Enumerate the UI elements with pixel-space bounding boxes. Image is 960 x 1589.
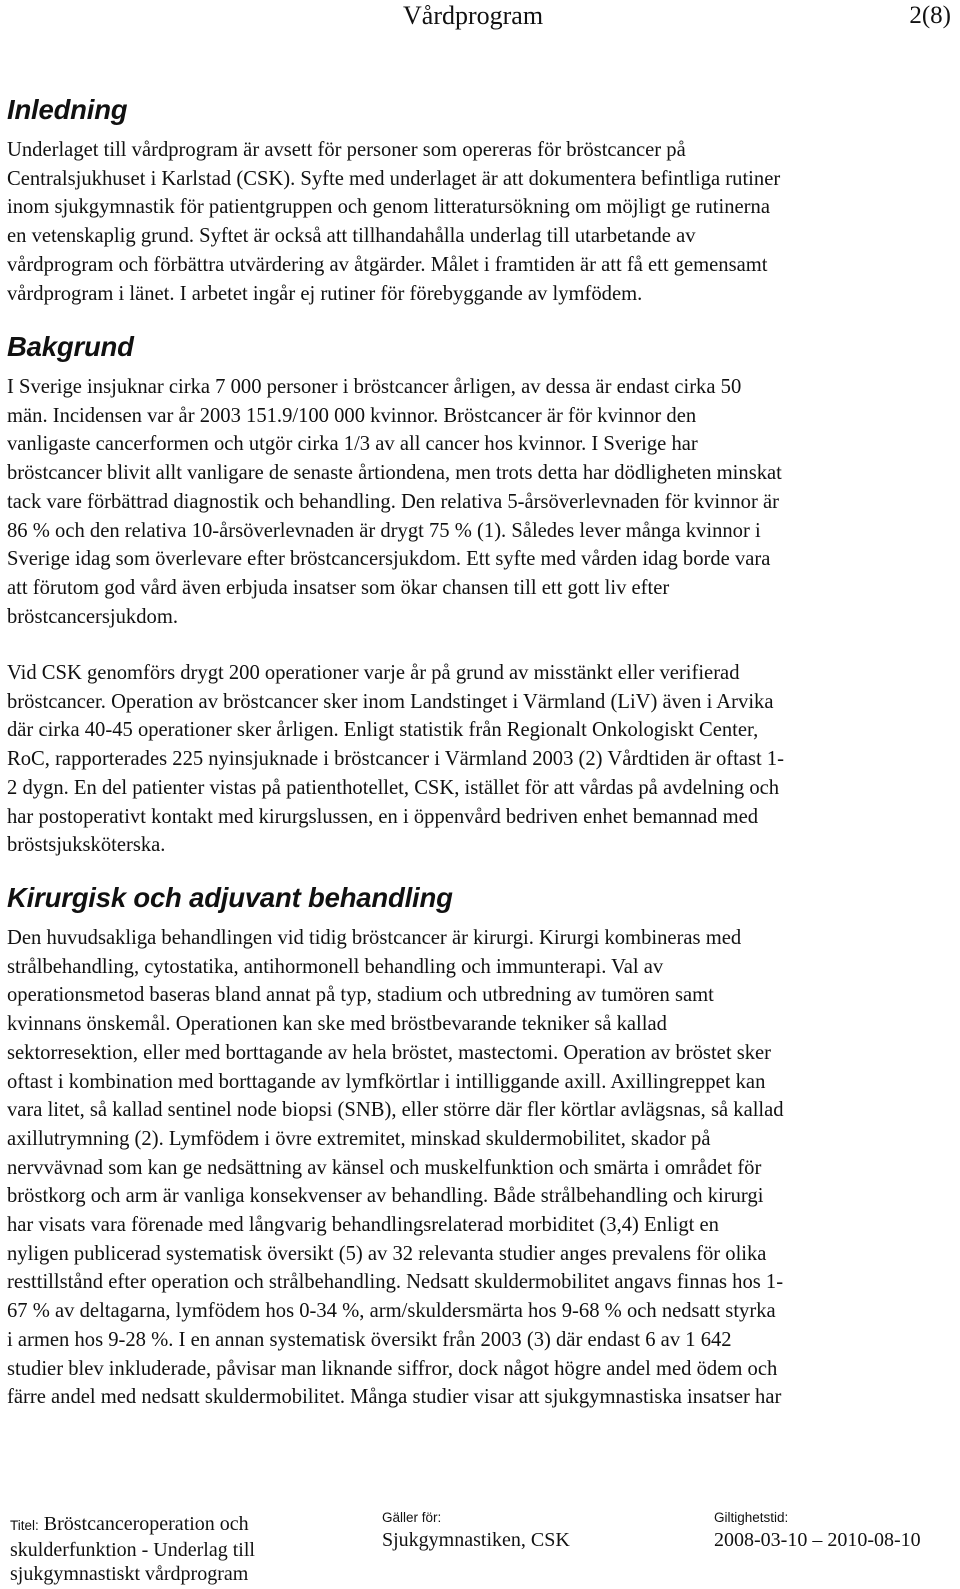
- text-line: Underlaget till vårdprogram är avsett för personer som opereras för bröstcancer på: [7, 139, 686, 161]
- page-footer: [0, 1512, 960, 1589]
- text-line: axillutrymning (2). Lymfödem i övre extremitet, minskad skuldermobilitet, skador på: [7, 1127, 711, 1150]
- text-line: bröstkorg och arm är vanliga konsekvenser av behandling. Både strålbehandling och kirurgi: [7, 1185, 764, 1208]
- text-line: kvinnans önskemål. Operationen kan ske med bröstbevarande tekniker så kallad: [7, 1013, 667, 1036]
- paragraph-inledning: [7, 136, 955, 308]
- text-line: 67 % av deltagarna, lymfödem hos 0-34 %, arm/skuldersmärta hos 9-68 % och nedsatt styrka: [7, 1300, 776, 1323]
- text-line: sektorresektion, eller med borttagande av hela bröstet, mastectomi. Operation av bröstet sker: [7, 1041, 771, 1064]
- text-line: Vid CSK genomförs drygt 200 operationer varje år på grund av misstänkt eller verifierad: [7, 662, 740, 684]
- page-number: 2(8): [909, 2, 951, 29]
- section-heading-bakgrund: Bakgrund: [7, 331, 134, 362]
- text-line: Centralsjukhuset i Karlstad (CSK). Syfte med underlaget är att dokumentera befintliga rutiner: [7, 167, 781, 190]
- paragraph-bakgrund-1: [7, 373, 955, 631]
- text-line: tack vare förbättrad diagnostik och behandling. Den relativa 5-årsöverlevnaden för kvinnor är: [7, 490, 779, 513]
- text-line: operationsmetod baseras bland annat på typ, stadium och utbredning av tumören samt: [7, 984, 714, 1007]
- text-line: inom sjukgymnastik för patientgruppen och genom litteratursökning om möjligt ge rutinerna: [7, 196, 770, 219]
- paragraph-kirurgisk: [7, 924, 955, 1412]
- text-line: att förutom god vård även erbjuda insatser som ökar chansen till ett gott liv efter: [7, 576, 670, 599]
- text-line: I Sverige insjuknar cirka 7 000 personer i bröstcancer årligen, av dessa är endast cirka 50: [7, 376, 742, 398]
- section-heading-kirurgisk: Kirurgisk och adjuvant behandling: [7, 882, 453, 913]
- text-line: resttillstånd efter operation och strålbehandling. Nedsatt skuldermobilitet angavs finnas hos 1-: [7, 1271, 784, 1294]
- text-line: har postoperativt kontakt med kirurgslussen, en i öppenvård bedriven enhet bemannad med: [7, 805, 759, 828]
- footer-title-line: [10, 1512, 255, 1538]
- text-line: vårdprogram i länet. I arbetet ingår ej rutiner för förebyggande av lymfödem.: [7, 282, 643, 305]
- text-line: bröstcancer. Operation av bröstcancer sker inom Landstinget i Värmland (LiV) även i Arvika: [7, 690, 774, 713]
- section-heading-inledning: Inledning: [7, 94, 128, 125]
- text-line: färre andel med nedsatt skuldermobilitet. Många studier visar att sjukgymnastiska insatser har: [7, 1386, 782, 1409]
- footer-title-label: Titel:: [10, 1518, 39, 1533]
- footer-title-block: [10, 1512, 255, 1586]
- text-line: män. Incidensen var år 2003 151.9/100 000 kvinnor. Bröstcancer är för kvinnor den: [7, 404, 697, 427]
- text-line: bröstcancer blivit allt vanligare de senaste årtiondena, men trots detta har dödligheten minskat: [7, 462, 782, 485]
- footer-validity-block: [714, 1510, 921, 1552]
- text-line: bröstcancersjukdom.: [7, 605, 178, 628]
- footer-title-line: skulderfunktion - Underlag till: [10, 1539, 255, 1561]
- footer-validity-label: Giltighetstid:: [714, 1510, 789, 1525]
- footer-applies-value: Sjukgymnastiken, CSK: [382, 1529, 570, 1551]
- text-line: nyligen publicerad systematisk översikt (5) av 32 relevanta studier anges prevalens för olika: [7, 1242, 767, 1265]
- text-line: studier blev inkluderade, påvisar man liknande siffror, dock något högre andel med ödem och: [7, 1357, 778, 1380]
- text-line: i armen hos 9-28 %. I en annan systematisk översikt från 2003 (3) där endast 6 av 1 642: [7, 1328, 732, 1351]
- text-line: 86 % och den relativa 10-årsöverlevnaden är drygt 75 % (1). Således lever många kvinnor i: [7, 519, 761, 542]
- paragraph-bakgrund-2: [7, 659, 955, 860]
- text-line: 2 dygn. En del patienter vistas på patienthotellet, CSK, istället för att vårdas på avdelning och: [7, 776, 780, 799]
- text-line: vanligaste cancerformen och utgör cirka 1/3 av all cancer hos kvinnor. I Sverige har: [7, 433, 698, 456]
- footer-applies-block: [382, 1510, 570, 1552]
- text-line: Den huvudsakliga behandlingen vid tidig bröstcancer är kirurgi. Kirurgi kombineras med: [7, 927, 742, 949]
- text-line: har visats vara förenade med långvarig behandlingsrelaterad morbiditet (3,4) Enligt en: [7, 1214, 719, 1237]
- header-title: Vårdprogram: [403, 1, 544, 30]
- text-line: en vetenskaplig grund. Syftet är också att tillhandahålla underlag till utarbetande av: [7, 225, 696, 248]
- text-line: nervvävnad som kan ge nedsättning av känsel och muskelfunktion och smärta i området för: [7, 1156, 762, 1179]
- text-line: Sverige idag som överlevare efter bröstcancersjukdom. Ett syfte med vården idag borde vara: [7, 548, 771, 571]
- text-line: strålbehandling, cytostatika, antihormonell behandling och immunterapi. Val av: [7, 955, 664, 978]
- text-line: RoC, rapporterades 225 nyinsjuknade i bröstcancer i Värmland 2003 (2) Vårdtiden är oftast 1-: [7, 748, 785, 771]
- footer-title-text: Bröstcanceroperation och: [43, 1513, 249, 1535]
- footer-title-line: sjukgymnastiskt vårdprogram: [10, 1563, 249, 1585]
- text-line: där cirka 40-45 operationer sker årligen. Enligt statistik från Regionalt Onkologiskt Center,: [7, 719, 759, 742]
- footer-applies-label: Gäller för:: [382, 1510, 442, 1525]
- text-line: vårdprogram och förbättra utvärdering av åtgärder. Målet i framtiden är att få ett gemensamt: [7, 253, 768, 276]
- footer-validity-value: 2008-03-10 – 2010-08-10: [714, 1529, 921, 1551]
- text-line: bröstsjuksköterska.: [7, 834, 166, 857]
- text-line: vara litet, så kallad sentinel node biopsi (SNB), eller större där fler körtlar avlägsnas, så kallad: [7, 1099, 784, 1122]
- text-line: oftast i kombination med borttagande av lymfkörtlar i intilliggande axill. Axillingreppet kan: [7, 1070, 766, 1093]
